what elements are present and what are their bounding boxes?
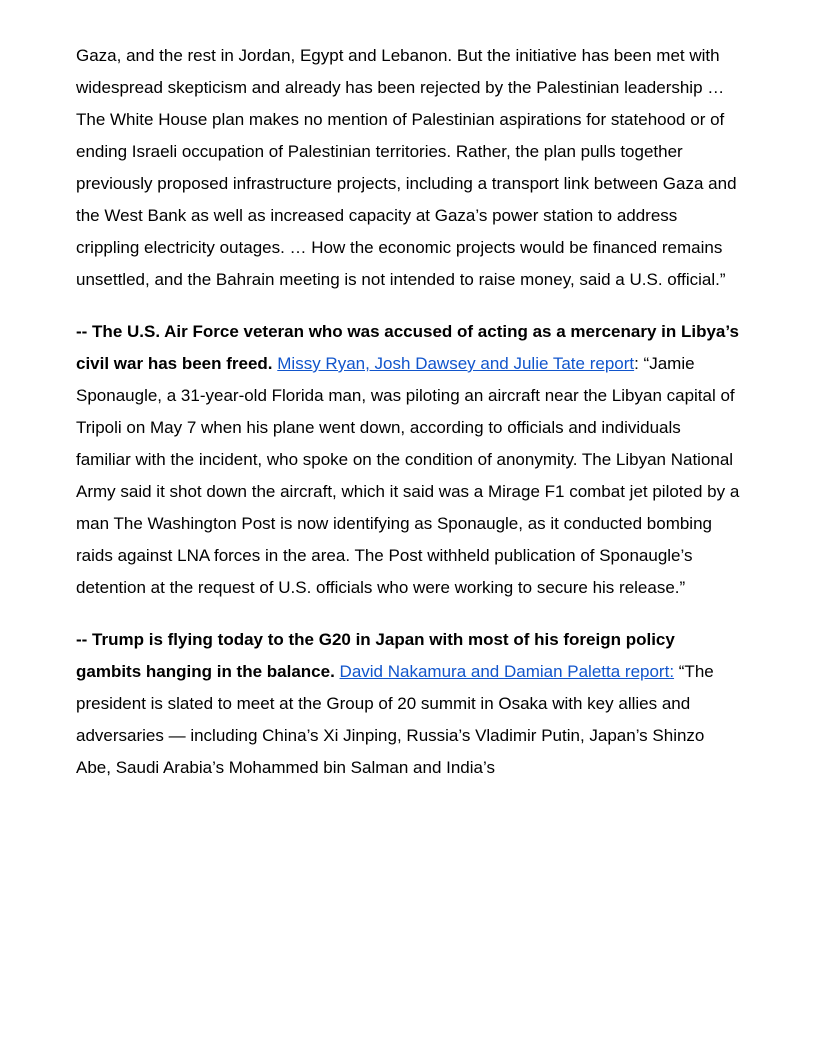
article-body xyxy=(76,40,740,784)
body-text: Gaza, and the rest in Jordan, Egypt and Lebanon. But the initiative has been met with widespread skepticism and already has been rejected by the Palestinian leadership … The White House plan makes no mention of Palestinian aspirations for statehood or of ending Israeli occupation of Palestinian territories. Rather, the plan pulls together previously proposed infrastructure projects, including a transport link between Gaza and the West Bank as well as increased capacity at Gaza’s power station to address crippling electricity outages. … How the economic projects would be financed remains unsettled, and the Bahrain meeting is not intended to raise money, said a U.S. official.” xyxy=(76,46,737,289)
body-text: “The president is slated to meet at the Group of 20 summit in Osaka with key allies and adversaries — including China’s Xi Jinping, Russia’s Vladimir Putin, Japan’s Shinzo Abe, Saudi Arabia’s Mohammed bin Salman and India’s xyxy=(76,662,714,777)
inline-link[interactable]: Missy Ryan, Josh Dawsey and Julie Tate report xyxy=(277,354,635,373)
paragraph xyxy=(76,624,740,784)
bold-lead-in-text: -- The U.S. Air Force veteran who was accused of acting as a mercenary in Libya’s civil war has been freed. xyxy=(76,322,739,373)
body-text: : “Jamie Sponaugle, a 31-year-old Florida man, was piloting an aircraft near the Libyan capital of Tripoli on May 7 when his plane went down, according to officials and individuals familiar with the incident, who spoke on the condition of anonymity. The Libyan National Army said it shot down the aircraft, which it said was a Mirage F1 combat jet piloted by a man The Washington Post is now identifying as Sponaugle, as it conducted bombing raids against LNA forces in the area. The Post withheld publication of Sponaugle’s detention at the request of U.S. officials who were working to secure his release.” xyxy=(76,354,740,597)
paragraph xyxy=(76,316,740,604)
inline-link[interactable]: David Nakamura and Damian Paletta report: xyxy=(339,662,675,681)
paragraph xyxy=(76,40,740,296)
bold-lead-in-text: -- Trump is flying today to the G20 in Japan with most of his foreign policy gambits hanging in the balance. xyxy=(76,630,675,681)
